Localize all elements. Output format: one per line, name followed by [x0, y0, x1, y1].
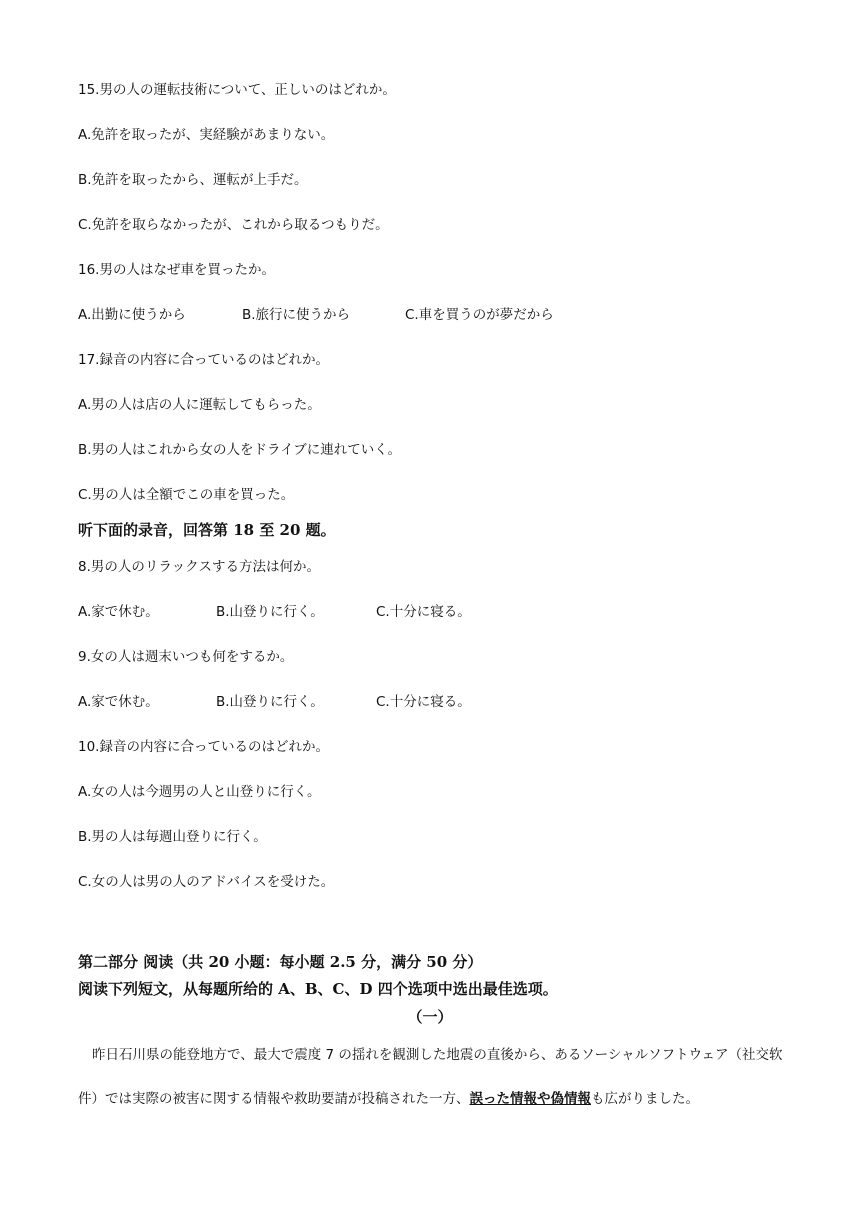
- passage-line-2-start: 件）では実際の被害に関する情報や救助要請が投稿された一方、: [78, 1091, 470, 1107]
- passage-line-2-end: も広がりました。: [591, 1091, 699, 1107]
- question-16: 16.男の人はなぜ車を買ったか。: [78, 262, 275, 278]
- question-20: 10.録音の内容に合っているのはどれか。: [78, 739, 329, 755]
- question-18-option-b: B.山登りに行く。: [216, 604, 324, 620]
- question-17: 17.録音の内容に合っているのはどれか。: [78, 352, 329, 368]
- question-17-option-a: A.男の人は店の人に運転してもらった。: [78, 397, 321, 413]
- question-15-option-c: C.免許を取らなかったが、これから取るつもりだ。: [78, 217, 389, 233]
- question-20-option-c: C.女の人は男の人のアドバイスを受けた。: [78, 874, 335, 890]
- question-18-option-a: A.家で休む。: [78, 604, 159, 620]
- question-15: 15.男の人の運転技術について、正しいのはどれか。: [78, 82, 396, 98]
- question-16-option-a: A.出勤に使うから: [78, 307, 186, 323]
- question-17-option-c: C.男の人は全額でこの車を買った。: [78, 487, 295, 503]
- question-19-option-c: C.十分に寝る。: [376, 694, 471, 710]
- question-18: 8.男の人のリラックスする方法は何か。: [78, 559, 320, 575]
- question-19-option-a: A.家で休む。: [78, 694, 159, 710]
- passage-line-2: [78, 1090, 784, 1108]
- question-16-option-b: B.旅行に使うから: [242, 307, 351, 323]
- question-17-option-b: B.男の人はこれから女の人をドライブに連れていく。: [78, 442, 401, 458]
- question-20-option-a: A.女の人は今週男の人と山登りに行く。: [78, 784, 321, 800]
- question-18-option-c: C.十分に寝る。: [376, 604, 471, 620]
- question-19: 9.女の人は週末いつも何をするか。: [78, 649, 294, 665]
- question-20-option-b: B.男の人は毎週山登りに行く。: [78, 829, 267, 845]
- part2-title: 第二部分 阅读（共 20 小题：每小题 2.5 分，满分 50 分）: [78, 953, 483, 971]
- part2-instruction: 阅读下列短文，从每题所给的 A、B、C、D 四个选项中选出最佳选项。: [78, 980, 558, 998]
- question-16-option-c: C.車を買うのが夢だから: [405, 307, 554, 323]
- underlined-phrase: 誤った情報や偽情報: [469, 1091, 591, 1107]
- listening-heading-18-20: 听下面的录音，回答第 18 至 20 题。: [78, 521, 336, 539]
- question-15-option-a: A.免許を取ったが、実経験があまりない。: [78, 127, 335, 143]
- question-19-option-b: B.山登りに行く。: [216, 694, 324, 710]
- question-15-option-b: B.免許を取ったから、運転が上手だ。: [78, 172, 308, 188]
- passage-number: （一）: [407, 1008, 453, 1026]
- passage-line-1: 昨日石川県の能登地方で、最大で震度 7 の揺れを観測した地震の直後から、あるソーシャルソフトウェア（社交软: [92, 1047, 783, 1063]
